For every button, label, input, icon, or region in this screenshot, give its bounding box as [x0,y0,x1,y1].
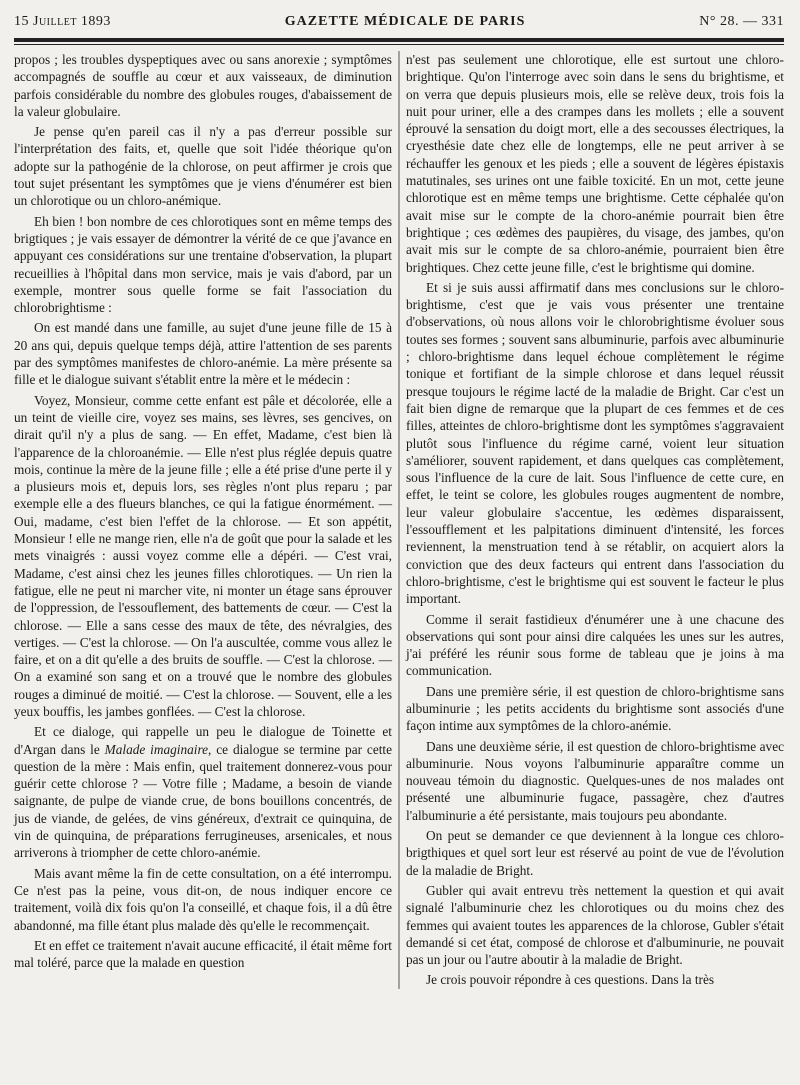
paragraph: Dans une première série, il est question de chloro-brightisme sans albuminurie ; les petits accidents du brightisme sont associés d'une façon intime aux symptômes de la chloro-anémie. [406,683,784,734]
header-rule-thin [14,44,784,45]
paragraph: Gubler qui avait entrevu très nettement la question et qui avait signalé l'albuminurie chez les chlorotiques ou du moins chez des femmes qui avaient toutes les apparences de la chlorose, Gubler s'était demandé si cet état, composé de chlorose et d'albuminurie, ne pouvait pas un jour ou l'autre aboutir à la maladie de Bright. [406,882,784,968]
paragraph: Mais avant même la fin de cette consultation, on a été interrompu. Ce n'est pas la peine, vous dit-on, de nous indiquer encore ce traitement, voilà dix fois qu'on l'a conseillé, et chaque fois, il a dû être abandonné, ma fille étant plus malade dès qu'elle le recommençait. [14,865,392,933]
journal-title: GAZETTE MÉDICALE DE PARIS [284,14,526,29]
paragraph: Eh bien ! bon nombre de ces chlorotiques sont en même temps des brigtiques ; je vais essayer de démontrer la vérité de ce que j'avance en appuyant ces considérations sur une trentaine d'observation, la plupart recueillies à l'hôpital dans mon service, mais je vais d'abord, par un exemple, montrer sous quelle forme se fait l'association du chlorobrightisme : [14,213,392,316]
text-run: Et ce dialoge, qui rappelle un peu le dialogue de Toinette et d'Argan dans le [14,724,392,757]
play-title: Malade imaginaire [104,741,209,757]
paragraph: n'est pas seulement une chlorotique, elle est surtout une chloro-brightique. Qu'on l'interroge avec soin dans le sens du brightisme, et on verra que depuis plusieurs mois, elle se relève deux, trois fois la nuit pour uriner, elle a des crampes dans les mollets ; elle a souvent éprouvé la sensation du doigt mort, elle a des secousses électriques, la cryesthésie date chez elle de longtemps, elle ne peut arriver à se réchauffer les genoux et les pieds ; elle a souvent de légères épistaxis matutinales, ses urines ont une faible toxicité. En un mot, cette jeune chlorotique est en même temps une brightisme. Cette céphalée qu'on avait mise sur le compte de la choro-anémie pourrait bien être brightique ; ces œdèmes des paupières, du visage, des jambes, qu'on avait mis sur le compte de sa chloro-anémie, pourraient bien être brightiques. Chez cette jeune fille, c'est le brightisme qui domine. [406,52,784,275]
left-column [14,51,392,989]
right-column [406,51,784,989]
paragraph: Comme il serait fastidieux d'énumérer une à une chacune des observations qui sont pour ainsi dire calquées les unes sur les autres, j'ai préféré les réunir sous forme de tableau que je joins à ma communication. [406,611,784,679]
article-body [14,51,784,989]
paragraph [14,723,392,861]
paragraph: On peut se demander ce que deviennent à la longue ces chloro-brigthiques et quel sort leur est réservé au point de vue de l'évolution de la maladie de Bright. [406,828,784,878]
page-header [14,14,784,34]
text-run: , ce dialogue se termine par cette question de la mère : Mais enfin, quel traitement donnerez-vous pour guérir cette chlorose ? — Votre fille ; Madame, a besoin de viande saignante, de pulpe de viande crue, de bons bouillons concentrés, de jus de viande, de gelées, de vins généreux, d'extrait ce quinquina, de vin de quinquina, de préparations ferrugineuses, arsenicales, et nous arriverons à triompher de cette chloro-anémie. [14,741,393,861]
paragraph: Dans une deuxième série, il est question de chloro-brightisme avec albuminurie. Nous voyons l'albuminurie apparaître comme un nouveau témoin du diagnostic. Quelques-unes de nos malades ont présenté une albuminurie fugace, passagère, chez d'autres l'albuminurie a été persistante, mais toujours peu abondante. [406,738,784,823]
paragraph: On est mandé dans une famille, au sujet d'une jeune fille de 15 à 20 ans qui, depuis quelque temps déjà, attire l'attention de ses parents par des symptômes manifestes de chloro-anémie. La mère présente sa fille et le dialogue suivant s'établit entre la mère et le médecin : [14,320,392,388]
paragraph: propos ; les troubles dyspeptiques avec ou sans anorexie ; symptômes accompagnés de souffle au cœur et aux vaisseaux, de diminution parfois considérable du nombre des globules rouges, d'abaissement de la valeur globulaire. [14,52,392,119]
issue-date: 15 Juillet 1893 [14,14,111,29]
paragraph: Je pense qu'en pareil cas il n'y a pas d'erreur possible sur l'interprétation des faits, et, quelle que soit l'idée théorique qu'on adopte sur la pathogénie de la chlorose, on peut affirmer je crois que tout sujet présentant les symptômes que je viens d'énumérer est bien un chlorotique ou un chloro-anémique. [14,124,392,209]
paragraph: Et en effet ce traitement n'avait aucune efficacité, il était même fort mal toléré, parce que la malade en question [14,937,392,971]
paragraph: Je crois pouvoir répondre à ces questions. Dans la très [426,972,715,988]
header-rule-thick [14,38,784,42]
paragraph: Voyez, Monsieur, comme cette enfant est pâle et décolorée, elle a un teint de vieille cire, voyez ses mains, ses lèvres, ses gencives, on dirait qu'il n'y a plus de sang. — En effet, Madame, c'est bien là l'apparence de la chloroanémie. — Elle n'est plus réglée depuis quatre mois, continue la mère de la jeune fille ; elle a été prise d'une perte il y a plusieurs mois et, depuis lors, ses règles n'ont plus reparu ; par exemple elle a des flueurs blanches, ce qui la fatigue énormément. — Oui, madame, c'est bien l'effet de la chlorose. — Et son appétit, Monsieur ! elle ne mange rien, elle n'a de goût que pour la salade et les mets vinaigrés : aussi voyez comme elle a dépéri. — C'est vrai, Madame, c'est ainsi chez les jeunes filles chlorotiques. — Un rien la fatigue, elle ne peut ni marcher vite, ni monter un étage sans éprouver de l'oppression, de l'essouflement, des battements de cœur. — C'est la chlorose. — Elle a sans cesse des maux de tête, des névralgies, des vertiges. — C'est la chlorose. — On l'a auscultée, comme vous allez le faire, et on a dit qu'elle a des bruits de souffle. — C'est la chlorose. — On a examiné son sang et on a trouvé que le nombre des globules rouges a diminué de moitié. — C'est la chlorose. — Souvent, elle a les yeux bouffis, les jambes gonflées. — C'est la chlorose. [14,392,392,719]
page-number: N° 28. — 331 [699,14,784,29]
paragraph: Et si je suis aussi affirmatif dans mes conclusions sur le chloro-brightisme, c'est que je vais vous présenter une trentaine d'observations, où nous allons voir le chlorobrightisme évoluer sous toutes ses formes ; souvent sans albuminurie, parfois avec albuminurie ; chloro-brightisme dans lequel échoue complètement le régime tonique et fortifiant de la simple chlorose et dans lequel réussit presque toujours le régime lacté de la maladie de Bright. Car c'est un fait bien digne de remarque que la plupart de ces femmes et de ces filles, atteintes de chloro-brightisme dont les symptômes s'aggravaient plutôt sous l'influence du régime carné, voient leur situation s'améliorer, souvent rapidement, et dans quelques cas complètement, sous l'influence de la cure de lait. Sous l'influence de cette cure, en effet, le teint se colore, les globules rouges augmentent de nombre, leur valeur globulaire s'accentue, les œdèmes disparaissent, l'essoufflement et les palpitations diminuent d'intensité, les forces reviennent, la menstruation tend à se rétablir, on acquiert alors la conviction que des deux facteurs qui entrent dans l'association du chloro-brightisme, c'est le brightisme qui est souvent le facteur le plus important. [406,279,784,607]
